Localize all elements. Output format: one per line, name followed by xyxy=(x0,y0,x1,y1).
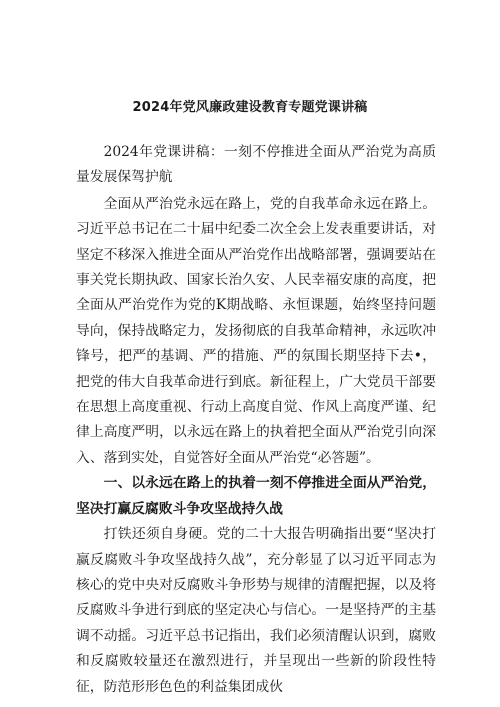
document-body xyxy=(76,140,436,700)
section-heading-1: 一、以永远在路上的执着一刻不停推进全面从严治党，坚决打赢反腐败斗争攻坚战持久战 xyxy=(76,475,436,517)
document-title: 2024年党风廉政建设教育专题党课讲稿 xyxy=(132,100,368,115)
paragraph-intro: 全面从严治党永远在路上，党的自我革命永远在路上。习近平总书记在二十届中纪委二次全会上发表重要讲话，对坚定不移深入推进全面从严治党作出战略部署，强调要站在事关党长期执政、国家长治久安、人民幸福安康的高度，把全面从严治党作为党的K期战略、永恒课题，始终坚持问题导向，保持战略定力，发扬彻底的自我革命精神，永远吹冲锋号，把严的基调、严的措施、严的氛围长期坚持下去•，把党的伟大自我革命进行到底。新征程上，广大党员干部要在思想上高度重视、行动上高度自觉、作风上高度严谨、纪律上高度严明，以永远在路上的执着把全面从严治党引向深入、落到实处，自觉答好全面从严治党“必答题”。 xyxy=(76,195,436,466)
paragraph-subtitle: 2024年党课讲稿：一刻不停推进全面从严治党为高质量发展保驾护航 xyxy=(76,144,436,186)
paragraph-section-1: 打铁还须自身硬。党的二十大报告明确指出要“坚决打赢反腐败斗争攻坚战持久战”，充分彰显了以习近平同志为核心的党中央对反腐败斗争形势与规律的清醒把握，以及将反腐败斗争进行到底的坚定决心与信心。一是坚持严的主基调不动摇。习近平总书记指出，我们必须清醒认识到，腐败和反腐败较量还在激烈进行，并呈现出一些新的阶段性特征，防范形形色色的利益集团成伙 xyxy=(76,526,436,695)
